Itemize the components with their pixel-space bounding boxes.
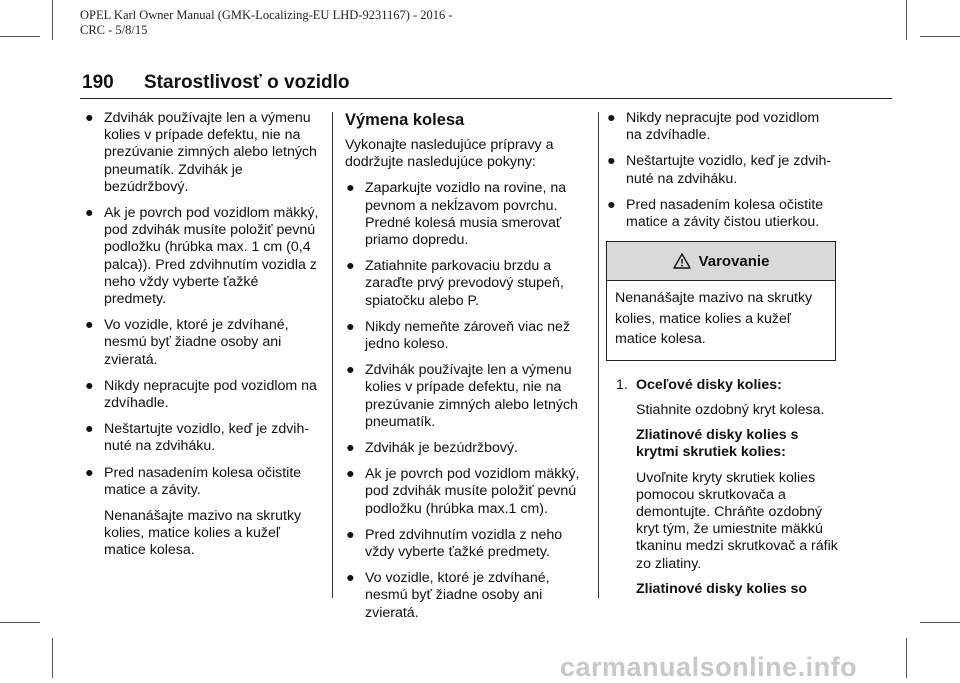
list-item — [84, 205, 322, 308]
subsection-heading: Výmena kolesa — [345, 111, 465, 129]
list-item-text: Zdvihák používajte len a výmenu kolies v prípade defektu, nie na prezúvanie zimných alebo letných pneumatík. Zdvihák je bezúdržbový. — [104, 110, 317, 195]
list-item-text: Zatiahnite parkovaciu brzdu a zaraďte prvý prevodový stupeň, spiatočku alebo P. — [365, 258, 564, 309]
step-item — [606, 377, 838, 394]
bullet-icon: ● — [85, 377, 94, 394]
list-item — [84, 465, 322, 499]
list-item — [606, 110, 838, 144]
bullet-icon: ● — [607, 196, 616, 213]
list-item-text: Vo vozidle, ktoré je zdvíhané, nesmú byť žiadne osoby ani zvieratá. — [365, 570, 550, 621]
crop-mark — [920, 36, 960, 37]
crop-mark — [52, 0, 53, 40]
list-item — [345, 362, 589, 431]
step-text: Uvoľnite kryty skrutiek kolies pomocou skrutkovača a demontujte. Chráňte ozdobný kryt tým, že umiestnite mäkkú tkaninu medzi skrutkovač a ráfik zo zliatiny. — [636, 469, 838, 572]
paragraph: Nenanášajte mazivo na skrutky kolies, matice kolies a kužeľ matice kolesa. — [104, 508, 302, 559]
step-number: 1. — [616, 376, 628, 393]
column-1 — [84, 110, 322, 569]
column-divider — [332, 112, 333, 598]
section-title: Starostlivosť o vozidlo — [144, 72, 350, 93]
list-item — [606, 197, 838, 231]
crop-mark — [0, 622, 40, 623]
list-item — [345, 440, 589, 457]
step-title: Oceľové disky kolies: — [636, 376, 782, 393]
bullet-icon: ● — [346, 466, 355, 483]
list-item-text: Neštartujte vozidlo, keď je zdvihnuté na zdviháku. — [104, 421, 310, 455]
list-item-text: Zdvihák je bezúdržbový. — [365, 440, 518, 457]
bullet-icon: ● — [346, 318, 355, 335]
step-subtitle: Zliatinové disky kolies so — [636, 580, 808, 597]
bullet-icon: ● — [346, 570, 355, 587]
list-item-text: Pred nasadením kolesa očistite matice a závity. — [104, 464, 302, 498]
list-item — [345, 466, 589, 518]
watermark: carmanualsonline.info — [560, 652, 858, 682]
intro-paragraph: Vykonajte nasledujúce prípravy a dodržujte nasledujúce pokyny: — [345, 137, 554, 171]
warning-text: Nenanášajte mazivo na skrutky kolies, matice kolies a kužeľ matice kolesa. — [615, 290, 813, 348]
warning-box — [606, 241, 836, 361]
bullet-icon: ● — [85, 421, 94, 438]
print-header-line: OPEL Karl Owner Manual (GMK-Localizing-EU LHD-9231167) - 2016 - — [80, 8, 453, 22]
warning-header — [607, 242, 835, 281]
list-item — [84, 421, 322, 455]
list-item-text: Neštartujte vozidlo, keď je zdvihnuté na zdviháku. — [626, 153, 832, 187]
list-item-text: Nikdy nepracujte pod vozidlom na zdvíhadle. — [626, 110, 820, 144]
list-item-text: Nikdy nepracujte pod vozidlom na zdvíhadle. — [104, 377, 317, 412]
column-3 — [606, 110, 838, 606]
print-header — [80, 8, 520, 38]
step-text: Stiahnite ozdobný kryt kolesa. — [636, 401, 825, 418]
bullet-icon: ● — [346, 526, 355, 543]
print-header-line: CRC - 5/8/15 — [80, 23, 148, 37]
list-item-text: Ak je povrch pod vozidlom mäkký, pod zdvihák musíte položiť pevnú podložku (hrúbka max.1 cm). — [365, 466, 580, 517]
list-item-text: Vo vozidle, ktoré je zdvíhané, nesmú byť žiadne osoby ani zvieratá. — [104, 317, 289, 368]
crop-mark — [906, 638, 907, 678]
list-item — [345, 180, 589, 249]
crop-mark — [52, 638, 53, 678]
list-item-text: Nikdy nemeňte zároveň viac než jedno koleso. — [365, 318, 571, 353]
list-item — [84, 378, 322, 412]
bullet-icon: ● — [607, 110, 616, 126]
list-item-text: Ak je povrch pod vozidlom mäkký, pod zdvihák musíte položiť pevnú podložku (hrúbka max. 1 cm (0,4 palca)). Pred zdvihnutím vozidla z neho vždy vyberte ťažké predmety. — [104, 205, 319, 308]
list-item-text: Zaparkujte vozidlo na rovine, na pevnom a nekĺzavom povrchu. Predné kolesá musia smerovať priamo dopredu. — [365, 180, 567, 249]
page-number: 190 — [82, 72, 114, 93]
warning-triangle-icon — [673, 253, 691, 269]
list-item — [345, 570, 589, 622]
bullet-icon: ● — [607, 153, 616, 170]
list-item-text: Pred zdvihnutím vozidla z neho vždy vyberte ťažké predmety. — [365, 526, 563, 561]
bullet-icon: ● — [346, 440, 355, 457]
bullet-icon: ● — [85, 205, 94, 222]
bullet-icon: ● — [85, 110, 94, 126]
list-item — [345, 258, 589, 310]
step-subtitle: Zliatinové disky kolies s krytmi skrutiek kolies: — [636, 427, 799, 461]
crop-mark — [0, 36, 40, 37]
column-divider — [598, 112, 599, 598]
list-item — [84, 317, 322, 369]
list-item-text: Zdvihák používajte len a výmenu kolies v prípade defektu, nie na prezúvanie zimných alebo letných pneumatík. — [365, 362, 578, 430]
list-item — [345, 527, 589, 561]
bullet-icon: ● — [346, 258, 355, 275]
warning-title: Varovanie — [698, 252, 770, 270]
column-2 — [345, 110, 589, 631]
page-title-row — [80, 72, 892, 99]
bullet-icon: ● — [85, 464, 94, 481]
list-item — [84, 110, 322, 196]
list-item — [345, 319, 589, 353]
crop-mark — [906, 0, 907, 40]
bullet-icon: ● — [346, 362, 355, 379]
bullet-icon: ● — [85, 317, 94, 334]
crop-mark — [920, 622, 960, 623]
list-item — [606, 153, 838, 187]
bullet-icon: ● — [346, 180, 355, 197]
list-item-text: Pred nasadením kolesa očistite matice a závity čistou utierkou. — [626, 196, 824, 231]
